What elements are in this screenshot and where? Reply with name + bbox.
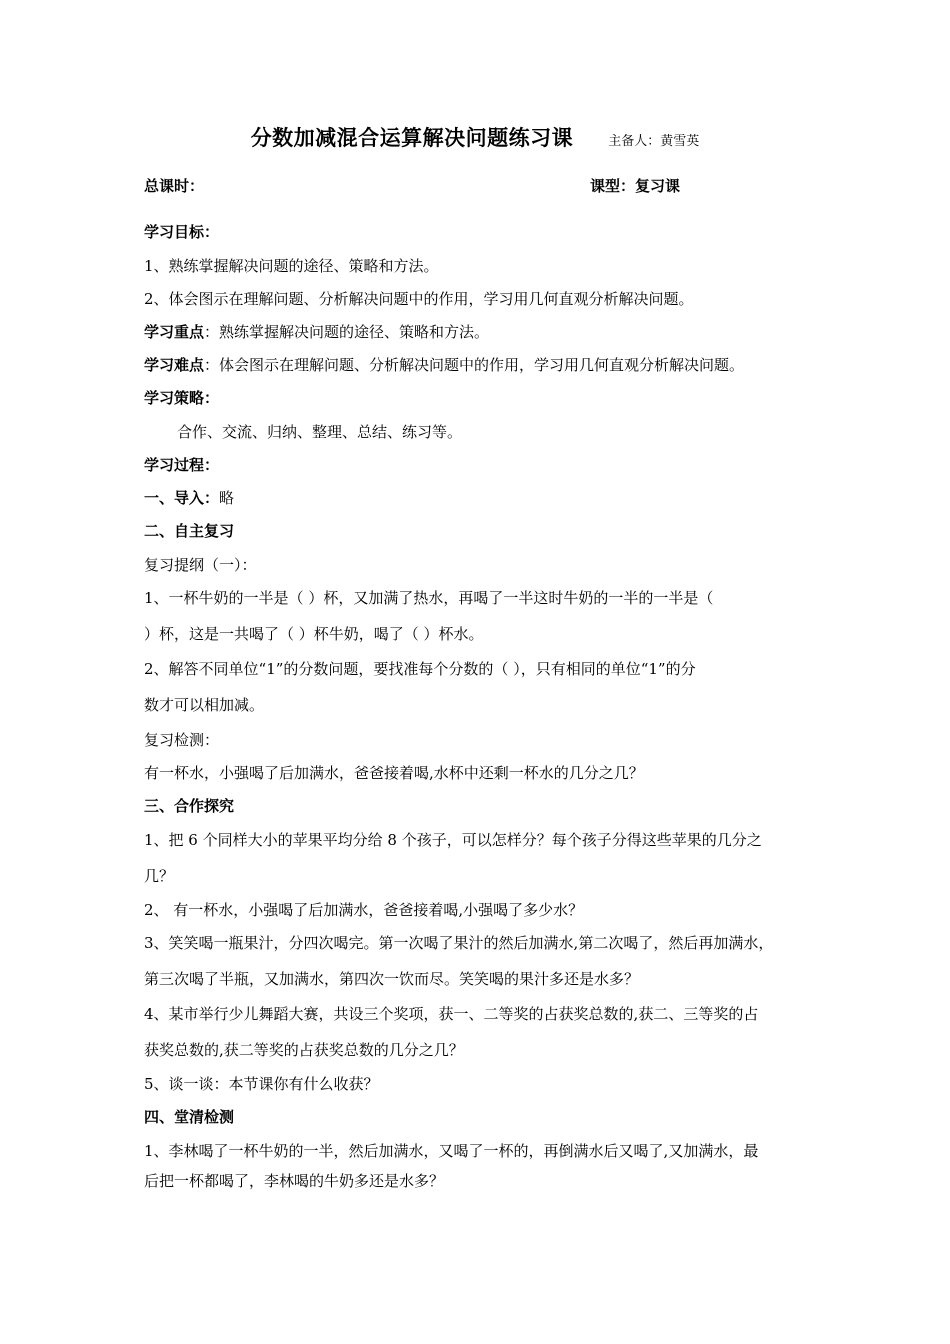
review-q1-line2: ）杯，这是一共喝了（ ）杯牛奶，喝了（ ）杯水。	[144, 625, 484, 643]
section1-heading: 一、导入：	[144, 489, 220, 507]
key-point-text: ：熟练掌握解决问题的途径、策略和方法。	[204, 323, 490, 341]
key-point-line	[144, 322, 814, 342]
explore-q1-line1: 1、把 6 个同样大小的苹果平均分给 8 个孩子，可以怎样分？每个孩子分得这些苹果的几分之	[144, 831, 762, 849]
explore-q2: 2、 有一杯水，小强喝了后加满水，爸爸接着喝,小强喝了多少水？	[144, 901, 584, 919]
difficulty-label: 学习难点	[144, 356, 205, 374]
explore-q3-line2: 第三次喝了半瓶，又加满水，第四次一饮而尽。笑笑喝的果汁多还是水多？	[144, 970, 640, 988]
check-title: 复习检测：	[144, 731, 220, 749]
difficulty-line	[144, 355, 814, 375]
review-q2-line1: 2、解答不同单位“1”的分数问题，要找准每个分数的（ ），只有相同的单位“1”的分	[144, 660, 696, 678]
final-q1-line1: 1、李林喝了一杯牛奶的一半，然后加满水，又喝了一杯的，再倒满水后又喝了,又加满水，最	[144, 1142, 759, 1160]
preparer-label: 主备人：黄雪英	[608, 134, 700, 149]
review-q2-line2: 数才可以相加减。	[144, 696, 265, 714]
explore-q1-line2: 几？	[144, 867, 175, 885]
title-row	[0, 122, 950, 152]
strategy-heading: 学习策略：	[144, 389, 220, 407]
difficulty-text: ：体会图示在理解问题、分析解决问题中的作用，学习用几何直观分析解决问题。	[204, 356, 745, 374]
section1-text: 略	[219, 489, 235, 507]
section4-heading: 四、堂清检测	[144, 1108, 235, 1126]
explore-q5: 5、谈一谈：本节课你有什么收获？	[144, 1075, 379, 1093]
goals-heading: 学习目标：	[144, 223, 220, 241]
total-hours-label: 总课时：	[144, 177, 205, 195]
section2-heading: 二、自主复习	[144, 522, 235, 540]
explore-q3-line1: 3、笑笑喝一瓶果汁，分四次喝完。第一次喝了果汁的然后加满水,第二次喝了，然后再加满水，	[144, 934, 774, 952]
review-q1-line1: 1、一杯牛奶的一半是（ ）杯，又加满了热水，再喝了一半这时牛奶的一半的一半是（	[144, 589, 714, 607]
process-heading: 学习过程：	[144, 456, 220, 474]
lesson-type-label: 课型：复习课	[590, 177, 681, 195]
final-q1-line2: 后把一杯都喝了，李林喝的牛奶多还是水多？	[144, 1172, 445, 1190]
check-question: 有一杯水，小强喝了后加满水，爸爸接着喝,水杯中还剩一杯水的几分之几？	[144, 764, 644, 782]
outline-title: 复习提纲（一）：	[144, 556, 257, 574]
goal-item-1: 1、熟练掌握解决问题的途径、策略和方法。	[144, 257, 439, 275]
explore-q4-line2: 获奖总数的,获二等奖的占获奖总数的几分之几？	[144, 1041, 464, 1059]
goal-item-2: 2、体会图示在理解问题、分析解决问题中的作用，学习用几何直观分析解决问题。	[144, 290, 694, 308]
strategy-text: 合作、交流、归纳、整理、总结、练习等。	[177, 423, 463, 441]
section1-line	[144, 488, 814, 508]
document-title: 分数加减混合运算解决问题练习课	[250, 126, 574, 150]
key-point-label: 学习重点	[144, 323, 205, 341]
section3-heading: 三、合作探究	[144, 797, 235, 815]
explore-q4-line1: 4、某市举行少儿舞蹈大赛，共设三个奖项，获一、二等奖的占获奖总数的,获二、三等奖的占	[144, 1005, 759, 1023]
